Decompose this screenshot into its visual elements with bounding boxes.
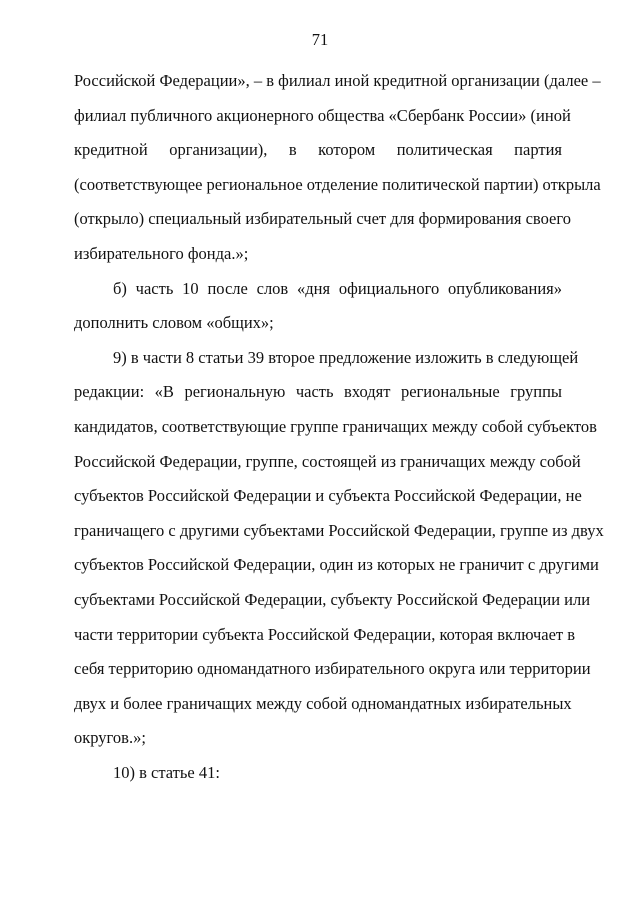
text-line: двух и более граничащих между собой одномандатных избирательных bbox=[74, 693, 572, 713]
text-line: Российской Федерации, группе, состоящей из граничащих между собой bbox=[74, 451, 581, 471]
text-line: (открыло) специальный избирательный счет для формирования своего bbox=[74, 209, 571, 229]
text-line: субъектов Российской Федерации и субъекта Российской Федерации, не bbox=[74, 486, 582, 506]
text-line: части территории субъекта Российской Федерации, которая включает в bbox=[74, 624, 576, 644]
text-line: 9) в части 8 статьи 39 второе предложение изложить в следующей bbox=[113, 347, 579, 367]
text-line: кандидатов, соответствующие группе граничащих между собой субъектов bbox=[74, 416, 597, 436]
text-line: дополнить словом «общих»; bbox=[74, 313, 274, 333]
text-line: (соответствующее региональное отделение политической партии) открыла bbox=[74, 174, 601, 194]
document-text bbox=[74, 64, 604, 790]
text-line: Российской Федерации», – в филиал иной кредитной организации (далее – bbox=[74, 71, 601, 90]
text-line: субъектами Российской Федерации, субъекту Российской Федерации или bbox=[74, 589, 591, 609]
text-line: округов.»; bbox=[74, 728, 146, 748]
text-line: филиал публичного акционерного общества «Сбербанк России» (иной bbox=[74, 105, 571, 125]
text-line: 10) в статье 41: bbox=[113, 762, 220, 782]
text-line: б) часть 10 после слов «дня официального опубликования» bbox=[113, 278, 562, 298]
text-line: редакции: «В региональную часть входят региональные группы bbox=[74, 382, 562, 402]
text-line: кредитной организации), в котором политическая партия bbox=[74, 140, 562, 160]
page-number: 71 bbox=[311, 30, 329, 49]
text-line: избирательного фонда.»; bbox=[74, 243, 249, 263]
text-line: граничащего с другими субъектами Российской Федерации, группе из двух bbox=[74, 520, 604, 540]
text-line: себя территорию одномандатного избирательного округа или территории bbox=[74, 659, 591, 679]
text-line: субъектов Российской Федерации, один из которых не граничит с другими bbox=[74, 555, 599, 575]
